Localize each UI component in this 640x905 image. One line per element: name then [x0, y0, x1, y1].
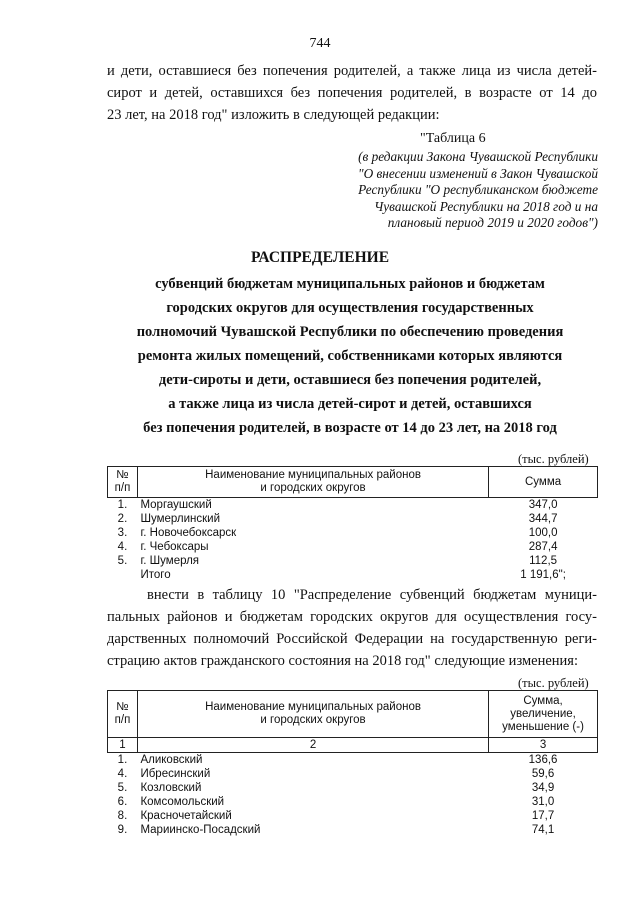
page-number: 744: [309, 36, 331, 51]
intro-line: 23 лет, на 2018 год" изложить в следующей редакции:: [107, 107, 440, 123]
column-index: 3: [489, 738, 598, 753]
row-name: г. Чебоксары: [140, 541, 209, 553]
row-number: [108, 568, 138, 582]
row-name: Шумерлинский: [140, 513, 221, 525]
row-number: 6.: [117, 796, 128, 808]
row-name: Ибресинский: [140, 768, 211, 780]
row-value: 100,0: [528, 527, 558, 539]
edition-note-line: Республики "О республиканском бюджете: [358, 182, 598, 197]
total-value: 1 191,6";: [520, 569, 566, 581]
table-header-row: [108, 691, 598, 738]
document-subheading: [100, 272, 600, 440]
row-value: 34,9: [531, 782, 555, 794]
header-sum: [489, 691, 598, 738]
row-value: 136,6: [528, 754, 558, 766]
header-number-line: п/п: [114, 482, 131, 494]
column-index: 2: [137, 738, 488, 753]
table-1-unit: (тыс. рублей): [518, 452, 589, 466]
column-index: 1: [108, 738, 138, 753]
row-number: 9.: [117, 824, 128, 836]
row-number: 3.: [117, 527, 128, 539]
header-name-line: Наименование муниципальных районов: [205, 469, 421, 481]
subheading-line: без попечения родителей, в возрасте от 14 до 23 лет, на 2018 год: [143, 420, 557, 436]
row-number: 4.: [117, 541, 128, 553]
row-name: Красночетайский: [140, 810, 232, 822]
edition-note-line: (в редакции Закона Чувашской Республики: [358, 149, 598, 164]
edition-note-line: плановый период 2019 и 2020 годов"): [387, 215, 598, 230]
header-name: [137, 691, 488, 738]
row-name: Козловский: [140, 782, 202, 794]
header-number-line: п/п: [114, 714, 131, 726]
header-name-line: и городских округов: [260, 482, 366, 494]
row-number: 5.: [117, 782, 128, 794]
row-value: 287,4: [528, 541, 558, 553]
row-value: 17,7: [531, 810, 555, 822]
row-number: 5.: [117, 555, 128, 567]
row-value: 59,6: [531, 768, 555, 780]
document-heading: РАСПРЕДЕЛЕНИЕ: [250, 249, 390, 266]
amendment-line: внести в таблицу 10 "Распределение субвенций бюджетам муници-: [147, 587, 597, 603]
header-number: [108, 691, 138, 738]
table-2-unit: (тыс. рублей): [518, 676, 589, 690]
row-number: 2.: [117, 513, 128, 525]
table-row: [108, 753, 598, 768]
subvention-table-1: [107, 466, 598, 582]
amendment-line: пальных районов и бюджетам городских округов для осуществления госу-: [107, 609, 597, 625]
column-index-row: [108, 738, 598, 753]
table-row: [108, 526, 598, 540]
row-value: 344,7: [528, 513, 558, 525]
row-number: 1.: [117, 754, 128, 766]
intro-line: и дети, оставшиеся без попечения родителей, а также лица из числа детей-: [107, 63, 597, 79]
table-total-row: [108, 568, 598, 582]
table-header-row: [108, 467, 598, 498]
header-name-line: Наименование муниципальных районов: [205, 701, 421, 713]
header-number: [108, 467, 138, 498]
header-number-line: №: [116, 701, 129, 713]
row-name: Комсомольский: [140, 796, 225, 808]
row-number: 8.: [117, 810, 128, 822]
header-sum-line: увеличение,: [510, 707, 576, 720]
row-value: 31,0: [531, 796, 555, 808]
total-label: Итого: [140, 569, 171, 581]
edition-note-line: Чувашской Республики на 2018 год и на: [374, 198, 598, 214]
table-row: [108, 498, 598, 513]
header-number-line: №: [116, 469, 129, 481]
subheading-line: а также лица из числа детей-сирот и детей, оставшихся: [168, 396, 532, 412]
table-row: [108, 823, 598, 837]
row-name: Моргаушский: [140, 499, 212, 511]
amendment-paragraph: [107, 584, 597, 672]
row-value: 347,0: [528, 499, 558, 511]
row-name: Аликовский: [140, 754, 203, 766]
row-number: 1.: [117, 499, 128, 511]
row-name: г. Шумерля: [140, 555, 200, 567]
header-name: [137, 467, 488, 498]
subheading-line: субвенций бюджетам муниципальных районов и бюджетам: [155, 276, 545, 292]
amendment-line: дарственных полномочий Российской Федерации на государственную реги-: [107, 631, 597, 647]
table-row: [108, 767, 598, 781]
table-row: [108, 781, 598, 795]
subheading-line: полномочий Чувашской Республики по обеспечению проведения: [136, 324, 564, 340]
amendment-line: страцию актов гражданского состояния на 2018 год" следующие изменения:: [107, 653, 578, 669]
table-row: [108, 554, 598, 568]
subheading-line: дети-сироты и дети, оставшиеся без попечения родителей,: [158, 372, 542, 388]
subheading-line: городских округов для осуществления государственных: [166, 300, 534, 316]
intro-paragraph: [107, 60, 597, 126]
table-6-label: "Таблица 6: [420, 131, 486, 146]
row-number: 4.: [117, 768, 128, 780]
table-row: [108, 809, 598, 823]
row-value: 112,5: [529, 555, 558, 567]
header-sum-line: Сумма,: [523, 694, 563, 707]
header-sum: Сумма: [489, 467, 598, 498]
row-name: г. Новочебоксарск: [140, 527, 237, 539]
row-name: Мариинско-Посадский: [140, 824, 261, 836]
table-row: [108, 512, 598, 526]
table-row: [108, 540, 598, 554]
table-row: [108, 795, 598, 809]
subvention-table-2: [107, 690, 598, 837]
edition-note-line: "О внесении изменений в Закон Чувашской: [357, 165, 598, 181]
edition-note: [330, 149, 598, 232]
header-name-line: и городских округов: [260, 714, 366, 726]
header-sum-line: уменьшение (-): [502, 720, 584, 733]
subheading-line: ремонта жилых помещений, собственниками которых являются: [137, 348, 563, 364]
row-value: 74,1: [531, 824, 555, 836]
intro-line: сирот и детей, оставшихся без попечения родителей, в возрасте от 14 до: [107, 85, 597, 101]
